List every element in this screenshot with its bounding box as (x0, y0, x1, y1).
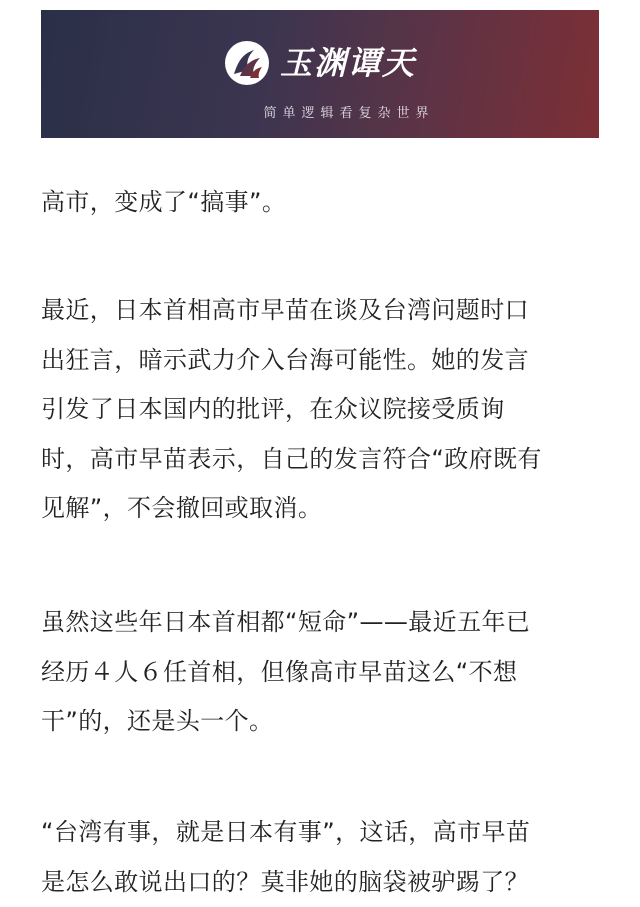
header-banner (41, 10, 599, 138)
paragraph-3 (41, 598, 530, 747)
brand-row (41, 40, 599, 86)
paragraph-line: 高市，变成了“搞事”。 (41, 188, 287, 216)
paragraph-2 (41, 286, 542, 534)
paragraph-line: 干”的，还是头一个。 (41, 707, 274, 735)
paragraph-line: 最近，日本首相高市早苗在谈及台湾问题时口 (41, 296, 529, 324)
paragraph-line: 见解”，不会撤回或取消。 (41, 494, 323, 522)
paragraph-line: 引发了日本国内的批评，在众议院接受质询 (41, 395, 505, 423)
paragraph-line: 时，高市早苗表示，自己的发言符合“政府既有 (41, 444, 542, 473)
paragraph-line: “台湾有事，就是日本有事”，这话，高市早苗 (41, 818, 531, 846)
brand-logo-icon (224, 40, 270, 86)
brand-name: 玉渊谭天 (279, 44, 416, 82)
paragraph-4 (41, 808, 530, 907)
paragraph-line: 是怎么敢说出口的？莫非她的脑袋被驴踢了？ (41, 867, 529, 896)
paragraph-line: 经历４人６任首相，但像高市早苗这么“不想 (41, 657, 518, 686)
paragraph-line: 虽然这些年日本首相都“短命”——最近五年已 (41, 608, 531, 636)
brand-slogan: 简单逻辑看复杂世界 (263, 106, 435, 121)
paragraph-1 (41, 178, 286, 228)
paragraph-line: 出狂言，暗示武力介入台海可能性。她的发言 (41, 345, 529, 374)
